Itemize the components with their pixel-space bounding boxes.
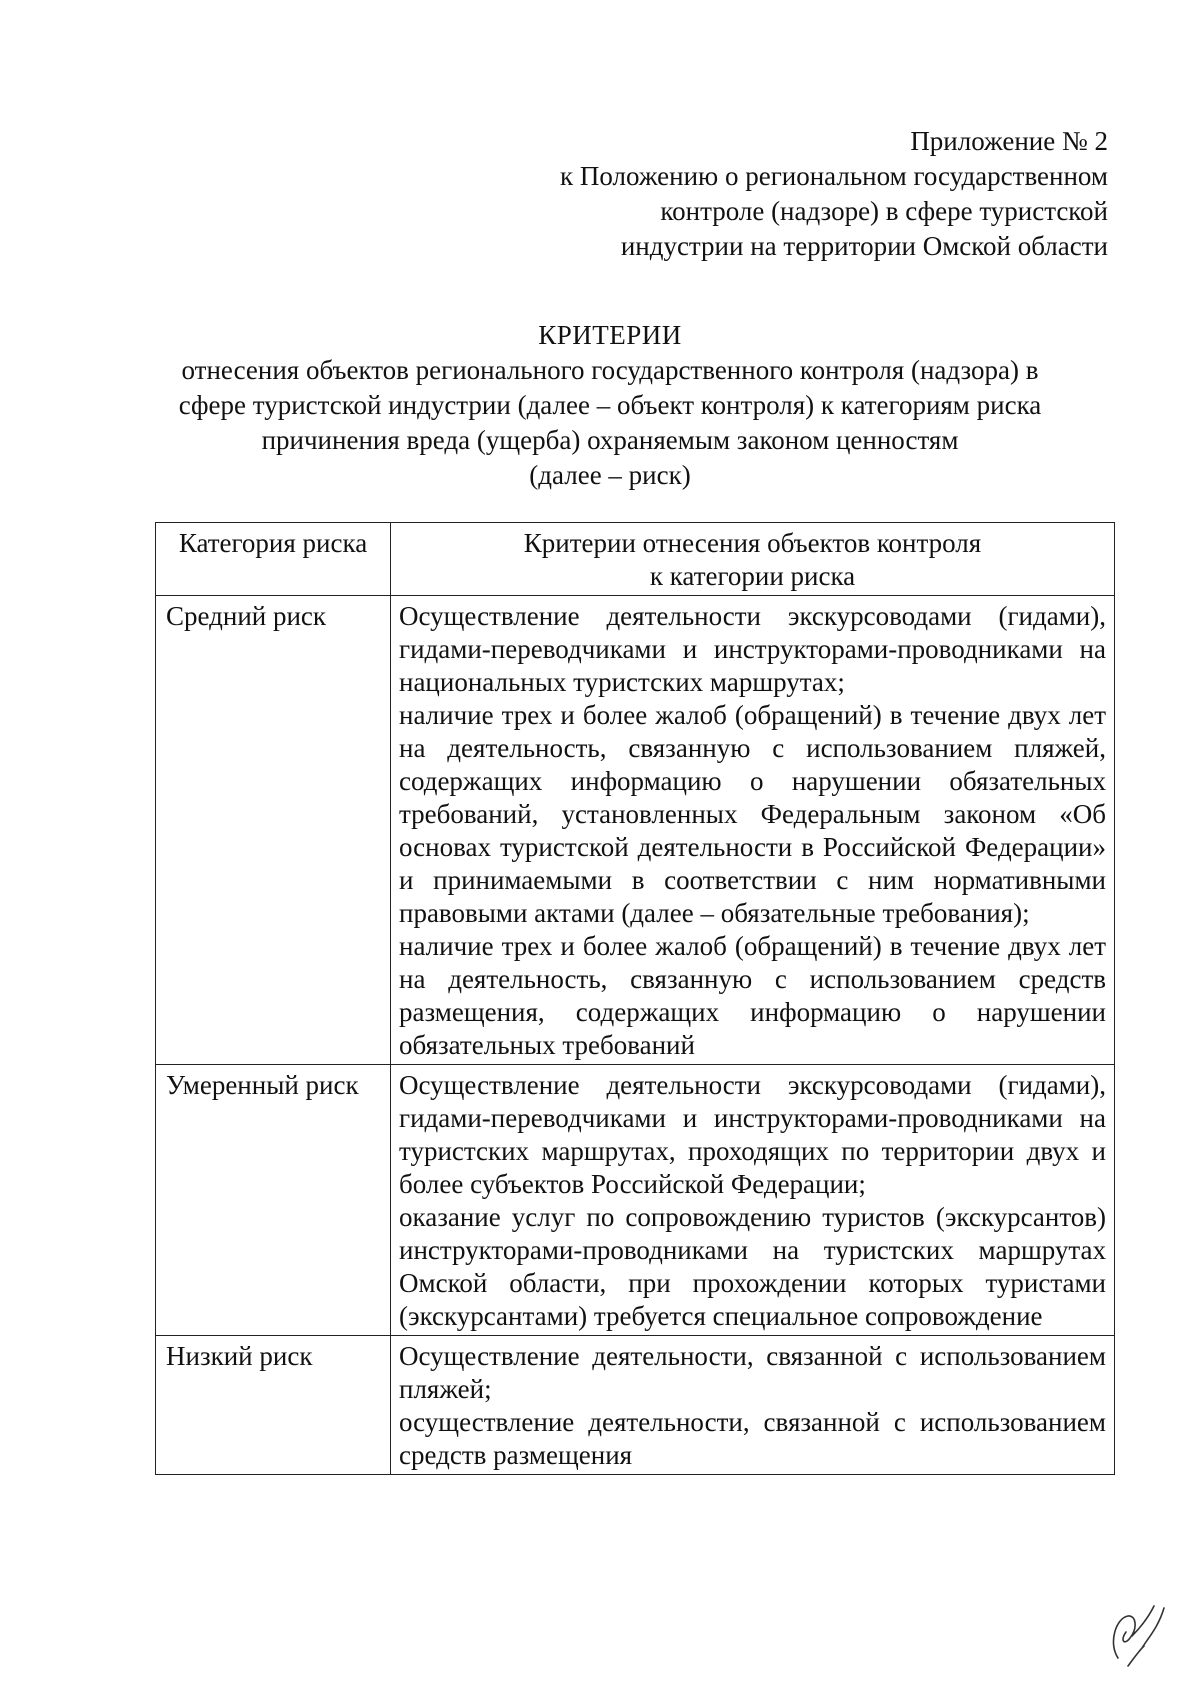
handwritten-signature (1098, 1588, 1178, 1678)
criterion-item: наличие трех и более жалоб (обращений) в течение двух лет на деятельность, связанную с использованием средств размещения, содержащих информацию о нарушении обязательных требований (399, 931, 1106, 1060)
table-header-row (156, 523, 1115, 596)
category-cell: Умеренный риск (156, 1065, 391, 1336)
table-row-low-risk (156, 1336, 1115, 1475)
subtitle-line: причинения вреда (ущерба) охраняемым законом ценностям (261, 425, 959, 455)
category-cell: Низкий риск (156, 1336, 391, 1475)
table-row-medium-risk (156, 596, 1115, 1065)
appendix-line: к Положению о региональном государственном (560, 161, 1108, 191)
criterion-item: оказание услуг по сопровождению туристов (экскурсантов) инструкторами-проводниками на туристских маршрутах Омской области, при прохождении которых туристами (экскурсантами) требуется специальное сопровождение (399, 1202, 1106, 1331)
appendix-line: индустрии на территории Омской области (620, 231, 1108, 261)
document-title: КРИТЕРИИ (538, 320, 682, 350)
table-row-moderate-risk (156, 1065, 1115, 1336)
appendix-block (408, 124, 1108, 264)
header-criteria-line: Критерии отнесения объектов контроля (523, 528, 982, 558)
subtitle-line: (далее – риск) (529, 460, 691, 490)
header-criteria (391, 523, 1115, 596)
header-category: Категория риска (156, 523, 391, 596)
criterion-item: Осуществление деятельности экскурсоводами (гидами), гидами-переводчиками и инструкторами-проводниками на национальных туристских маршрутах; (399, 601, 1106, 697)
criteria-table (155, 522, 1115, 1475)
category-cell: Средний риск (156, 596, 391, 1065)
appendix-line: контроле (надзоре) в сфере туристской (660, 196, 1108, 226)
subtitle-line: сфере туристской индустрии (далее – объект контроля) к категориям риска (178, 390, 1042, 420)
appendix-number: Приложение № 2 (910, 126, 1108, 156)
criterion-item: осуществление деятельности, связанной с использованием средств размещения (399, 1407, 1106, 1470)
criterion-item: Осуществление деятельности, связанной с использованием пляжей; (399, 1341, 1106, 1404)
criteria-cell (391, 1336, 1115, 1475)
header-criteria-line: к категории риска (649, 561, 856, 591)
criterion-item: наличие трех и более жалоб (обращений) в течение двух лет на деятельность, связанную с использованием пляжей, содержащих информацию о нарушении обязательных требований, установленных Федеральным законом «Об основах туристской деятельности в Российской Федерации» и принимаемыми в соответствии с ним нормативными правовыми актами (далее – обязательные требования); (399, 700, 1106, 928)
criteria-cell (391, 1065, 1115, 1336)
criterion-item: Осуществление деятельности экскурсоводами (гидами), гидами-переводчиками и инструкторами-проводниками на туристских маршрутах, проходящих по территории двух и более субъектов Российской Федерации; (399, 1070, 1106, 1199)
subtitle-line: отнесения объектов регионального государственного контроля (надзора) в (181, 355, 1039, 385)
document-heading (150, 318, 1070, 493)
criteria-cell (391, 596, 1115, 1065)
